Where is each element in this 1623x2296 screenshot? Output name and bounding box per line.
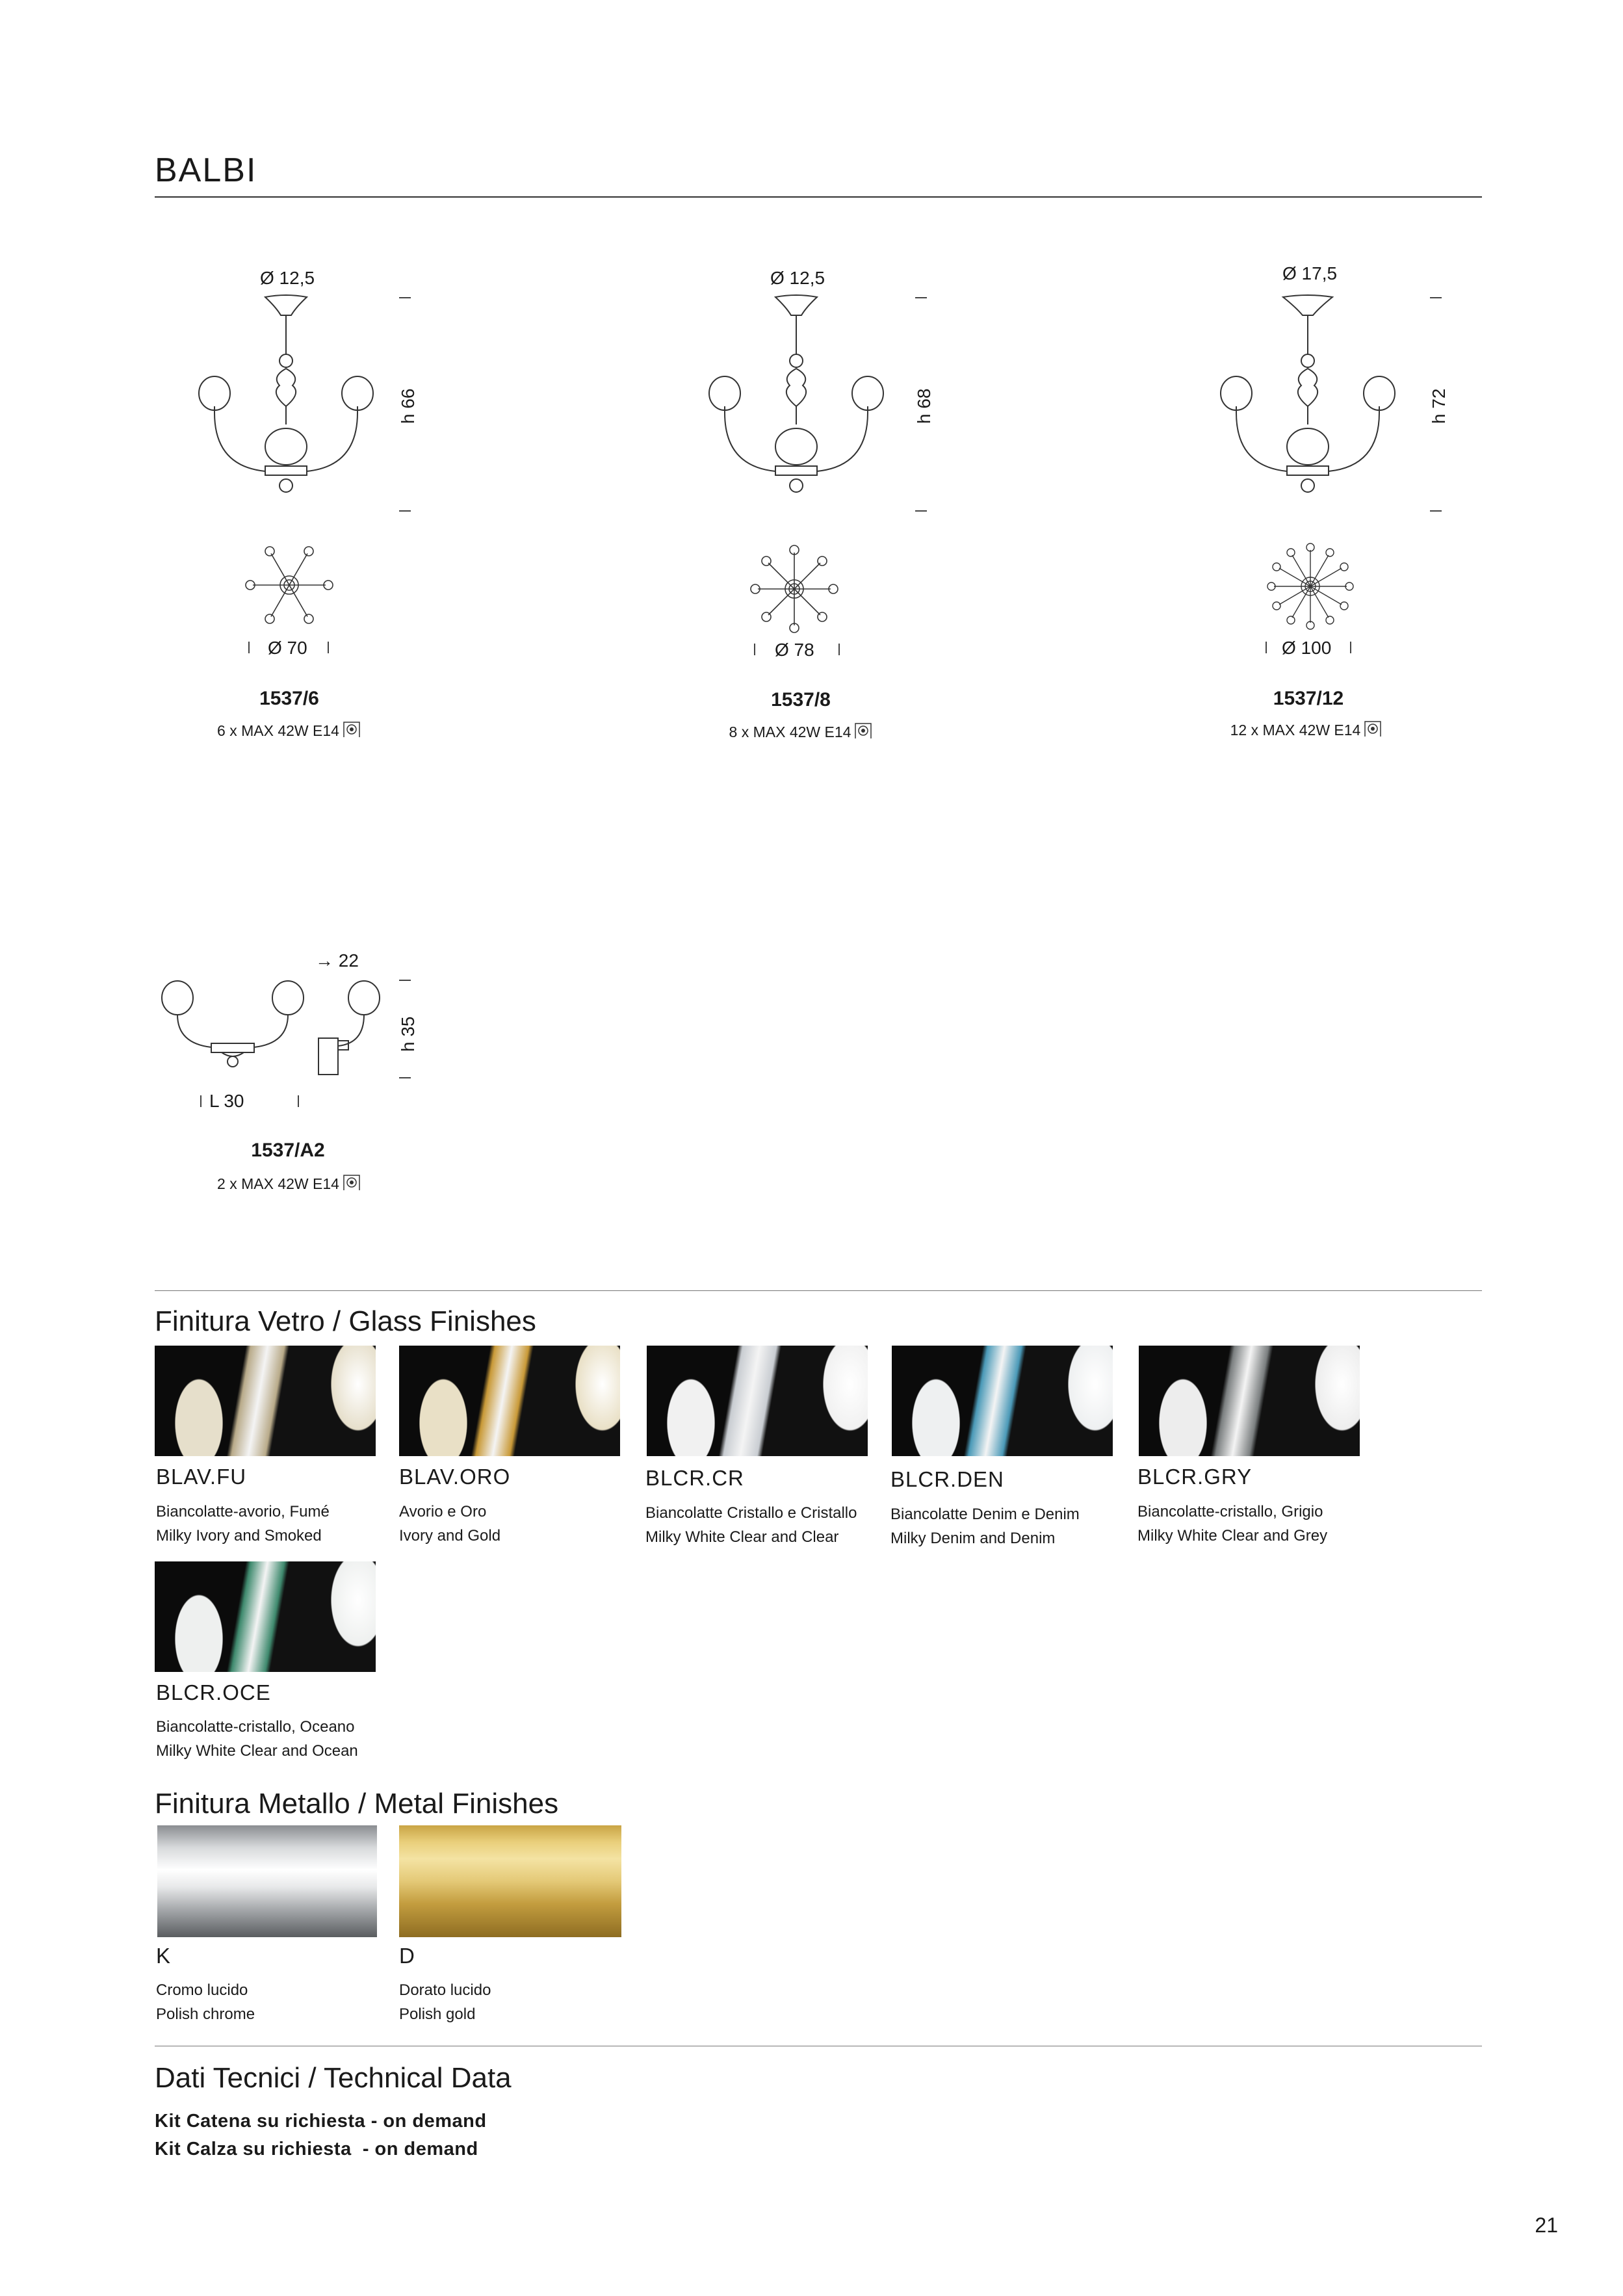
finish-code: D (399, 1944, 415, 1968)
bulb-icon (853, 722, 873, 744)
length-label: L 30 (209, 1091, 244, 1111)
glass-swatch-blcr-den (892, 1346, 1113, 1456)
metal-finishes-heading: Finitura Metallo / Metal Finishes (155, 1788, 559, 1820)
metal-swatch-gold (399, 1825, 621, 1937)
finish-code: BLCR.CR (645, 1466, 744, 1490)
top-diameter-label: Ø 12,5 (260, 268, 315, 288)
finish-code: BLCR.GRY (1137, 1465, 1253, 1489)
page-title: BALBI (155, 151, 257, 189)
glass-swatch-blav-oro (399, 1346, 620, 1456)
glass-swatch-blcr-gry (1139, 1346, 1360, 1456)
finish-code: BLAV.FU (156, 1465, 247, 1489)
product-code: 1537/12 (1273, 688, 1344, 709)
top-diameter-label: Ø 12,5 (770, 268, 825, 288)
depth-label: → 22 (315, 950, 359, 971)
finish-description: Biancolatte-cristallo, Oceano Milky White Clear and Ocean (156, 1718, 358, 1760)
top-diameter-label: Ø 17,5 (1282, 263, 1338, 283)
glass-swatch-blcr-oce (155, 1561, 376, 1672)
finish-description: Biancolatte Cristallo e Cristallo Milky White Clear and Clear (645, 1504, 857, 1546)
diameter-label: Ø 78 (775, 640, 814, 660)
technical-heading: Dati Tecnici / Technical Data (155, 2062, 512, 2094)
finish-description: Dorato lucido Polish gold (399, 1981, 491, 2023)
finish-description: Avorio e Oro Ivory and Gold (399, 1503, 501, 1545)
section-rule (155, 1290, 1482, 1291)
height-label: h 35 (398, 1016, 418, 1052)
finish-code: K (156, 1944, 172, 1968)
chandelier-6-drawing (188, 296, 383, 517)
finish-description: Biancolatte-cristallo, Grigio Milky White Clear and Grey (1137, 1503, 1328, 1545)
arrow-right-icon: → (315, 950, 333, 971)
diameter-label: Ø 100 (1282, 638, 1332, 658)
finish-description: Biancolatte Denim e Denim Milky Denim and Denim (890, 1506, 1080, 1547)
page-number: 21 (1535, 2213, 1558, 2237)
height-label: h 72 (1429, 388, 1449, 424)
finish-code: BLCR.OCE (156, 1680, 271, 1704)
diameter-label: Ø 70 (268, 638, 307, 658)
bulb-icon (342, 720, 361, 742)
technical-line: Kit Calza su richiesta - on demand (155, 2139, 478, 2159)
height-label: h 68 (914, 388, 934, 424)
chandelier-12-plan (1265, 541, 1356, 632)
product-spec: 2 x MAX 42W E14 (208, 1173, 370, 1195)
title-rule (155, 196, 1482, 198)
chandelier-12-drawing (1210, 296, 1405, 517)
product-spec: 12 x MAX 42W E14 (1219, 720, 1394, 742)
product-spec: 6 x MAX 42W E14 (208, 720, 370, 742)
wall-lamp-side-drawing (312, 978, 390, 1069)
finish-code: BLAV.ORO (399, 1465, 511, 1489)
product-code: 1537/6 (259, 688, 319, 709)
product-spec: 8 x MAX 42W E14 (718, 722, 884, 744)
finish-description: Biancolatte-avorio, Fumé Milky Ivory and Smoked (156, 1503, 330, 1545)
glass-swatch-blcr-cr (647, 1346, 868, 1456)
metal-swatch-chrome (157, 1825, 377, 1937)
bulb-icon (1363, 720, 1383, 742)
chandelier-8-plan (749, 543, 840, 634)
bulb-icon (342, 1173, 361, 1195)
glass-swatch-blav-fu (155, 1346, 376, 1456)
finish-description: Cromo lucido Polish chrome (156, 1981, 255, 2023)
wall-lamp-front-drawing (159, 978, 309, 1069)
chandelier-6-plan (244, 540, 335, 631)
product-code: 1537/8 (771, 689, 831, 711)
height-label: h 66 (398, 388, 418, 424)
chandelier-8-drawing (699, 296, 894, 517)
glass-finishes-heading: Finitura Vetro / Glass Finishes (155, 1305, 536, 1337)
finish-code: BLCR.DEN (890, 1467, 1004, 1491)
technical-line: Kit Catena su richiesta - on demand (155, 2111, 487, 2132)
product-code: 1537/A2 (251, 1140, 325, 1161)
